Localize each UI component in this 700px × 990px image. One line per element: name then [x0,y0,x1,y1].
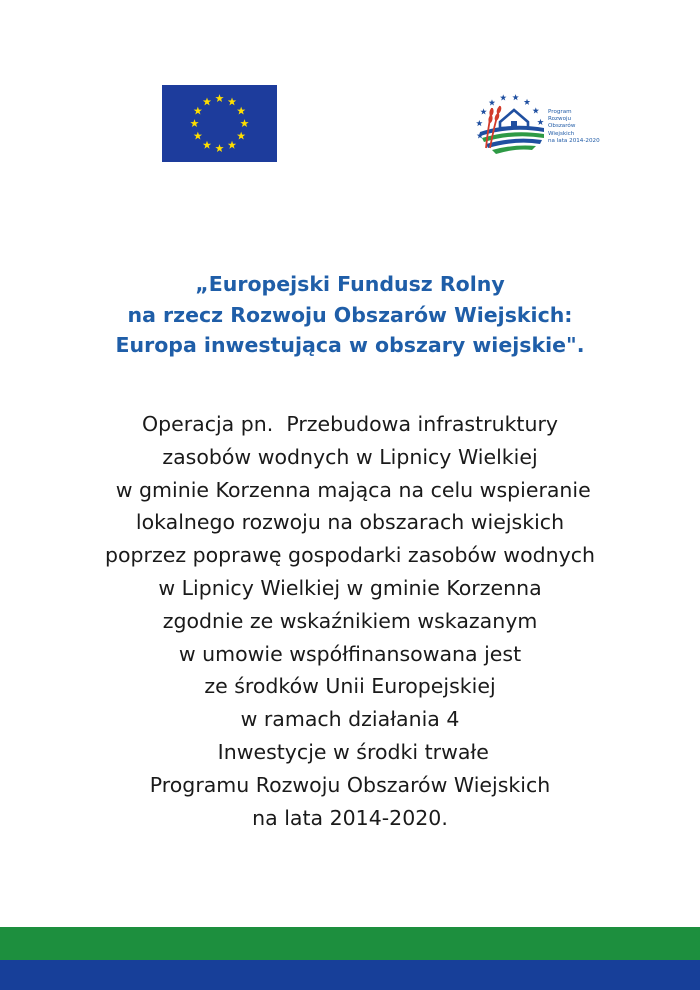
prow-star [512,94,518,100]
prow-text-line: Program [548,109,572,115]
prow-star [524,99,530,105]
prow-logo [470,88,600,156]
prow-text-line: Obszarów [548,123,576,130]
prow-logo-text [548,109,600,145]
prow-text-line: na lata 2014-2020 [548,137,600,144]
prow-logo-icon [470,88,548,156]
body-line: lokalnego rozwoju na obszarach wiejskich [135,510,565,535]
body-line: ze środków Unii Europejskiej [204,674,496,699]
body-line: poprzez poprawę gospodarki zasobów wodnych [104,543,596,568]
body-line: Programu Rozwoju Obszarów Wiejskich [149,772,551,797]
body-line: zgodnie ze wskaźnikiem wskazanym [162,608,538,633]
fund-heading [0,269,700,361]
heading-line: „Europejski Fundusz Rolny [195,272,505,296]
body-line: w Lipnicy Wielkiej w gminie Korzenna [158,575,542,600]
prow-star [500,94,506,100]
body-line: Operacja pn. Przebudowa infrastruktury [141,412,559,436]
prow-star [480,108,486,114]
prow-star [533,107,539,113]
body-line: w ramach działania 4 [240,707,460,732]
heading-line: na rzecz Rozwoju Obszarów Wiejskich: [127,302,573,327]
heading-line: Europa inwestująca w obszary wiejskie". [115,333,585,357]
prow-text-line: Wiejskich [548,130,575,137]
body-line: w umowie współfinansowana jest [178,641,522,666]
footer-blue-band [0,960,700,990]
prow-star [476,120,482,126]
footer-green-band [0,927,700,960]
eu-flag-icon [162,85,277,162]
prow-star [489,99,495,105]
body-line: Inwestycje w środki trwałe [211,739,489,764]
body-line: w gminie Korzenna mająca na celu wspieranie [109,477,591,502]
prow-star [537,119,543,125]
prow-text-line: Rozwoju [548,116,572,123]
operation-description [0,408,700,834]
body-line: zasobów wodnych w Lipnicy Wielkiej [162,444,538,469]
body-line: na lata 2014-2020. [252,805,448,830]
